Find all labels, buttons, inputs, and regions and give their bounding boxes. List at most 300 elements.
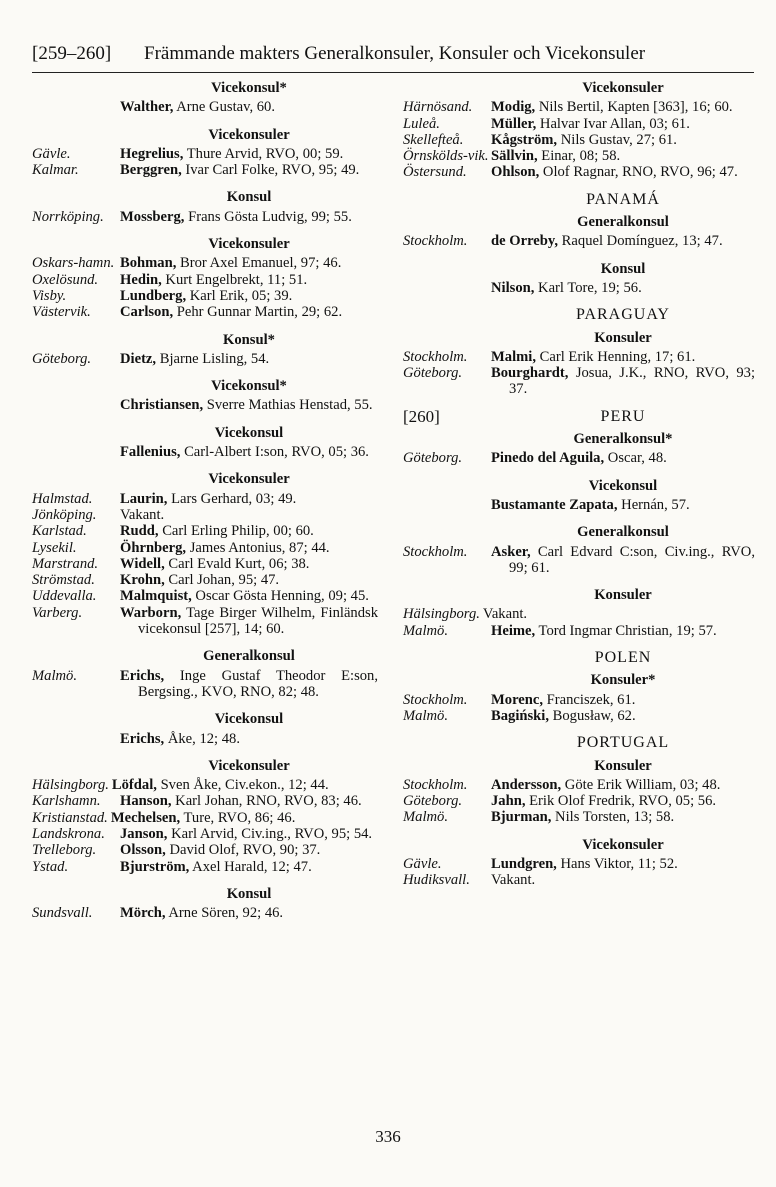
person-name: Modig, bbox=[491, 99, 536, 116]
entry-text bbox=[120, 491, 378, 507]
person-details: Raquel Domínguez, 13; 47. bbox=[558, 233, 723, 250]
place-name: Trelleborg. bbox=[32, 842, 97, 859]
place-name: Härnösand. bbox=[403, 99, 473, 116]
section-heading: Konsul bbox=[226, 885, 272, 902]
person-details: Carl Erik Henning, 17; 61. bbox=[536, 348, 696, 365]
entry-text bbox=[120, 668, 378, 701]
person-details: Oscar Gösta Henning, 09; 45. bbox=[191, 588, 369, 605]
entry-text bbox=[491, 856, 755, 872]
place-name: Ystad. bbox=[32, 858, 69, 875]
place-name: Malmö. bbox=[32, 667, 77, 684]
section-heading: Vicekonsuler bbox=[208, 471, 290, 488]
entry-text bbox=[120, 99, 378, 115]
place-name bbox=[403, 497, 491, 513]
place-name bbox=[403, 280, 491, 296]
person-details: Erik Olof Fredrik, RVO, 05; 56. bbox=[525, 793, 717, 810]
place-name: Göteborg. bbox=[403, 450, 463, 467]
place-name bbox=[32, 99, 120, 115]
person-details: David Olof, RVO, 90; 37. bbox=[165, 842, 321, 859]
place-name: Jönköping. bbox=[32, 506, 97, 523]
entry-row bbox=[32, 540, 378, 556]
entry-row bbox=[32, 810, 378, 826]
entry-row bbox=[32, 99, 378, 115]
section-heading: Konsuler* bbox=[590, 672, 656, 689]
entry-text bbox=[491, 164, 755, 180]
section-block bbox=[403, 431, 755, 467]
entry-text bbox=[120, 304, 378, 320]
entry-row bbox=[32, 507, 378, 523]
place-name bbox=[32, 731, 120, 747]
person-details: Bjarne Lisling, 54. bbox=[156, 350, 270, 367]
place-name: Sundsvall. bbox=[32, 905, 93, 922]
person-details: Carl-Albert I:son, RVO, 05; 36. bbox=[180, 444, 369, 461]
person-name: Bohman, bbox=[120, 255, 177, 272]
country-heading: POLEN bbox=[594, 649, 652, 667]
place-name: Stockholm. bbox=[403, 543, 468, 560]
section-block bbox=[403, 261, 755, 297]
country-row bbox=[403, 192, 755, 208]
person-details: Carl Edvard C:son, Civ.ing., RVO, 99; 61. bbox=[509, 543, 755, 576]
person-details: James Antonius, 87; 44. bbox=[186, 539, 330, 556]
entry-row bbox=[32, 444, 378, 460]
entry-text bbox=[120, 444, 378, 460]
person-name: Janson, bbox=[120, 825, 168, 842]
person-details: Kurt Engelbrekt, 11; 51. bbox=[161, 271, 308, 288]
person-name: Christiansen, bbox=[120, 397, 204, 414]
person-details: Tage Birger Wilhelm, Finländsk vicekonsul [257], 14; 60. bbox=[138, 604, 378, 638]
entry-text bbox=[491, 809, 755, 825]
person-name: Mörch, bbox=[120, 905, 166, 922]
person-details: Thure Arvid, RVO, 00; 59. bbox=[183, 145, 344, 162]
running-header bbox=[32, 42, 754, 66]
entry-row bbox=[32, 255, 378, 271]
place-name: Visby. bbox=[32, 287, 67, 304]
entry-text bbox=[491, 708, 755, 724]
person-details: Carl Evald Kurt, 06; 38. bbox=[164, 555, 310, 572]
entry-text bbox=[120, 209, 378, 225]
place-name: Stockholm. bbox=[403, 233, 468, 250]
entry-text bbox=[491, 280, 755, 296]
place-name: Malmö. bbox=[403, 707, 448, 724]
entry-row bbox=[403, 497, 755, 513]
person-name: Mechelsen, bbox=[110, 809, 181, 826]
person-details: Ture, RVO, 86; 46. bbox=[180, 809, 296, 826]
person-details: Nils Gustav, 27; 61. bbox=[557, 131, 677, 148]
section-heading: Konsul bbox=[600, 260, 646, 277]
person-name: Lundberg, bbox=[120, 287, 187, 304]
entry-row bbox=[403, 708, 755, 724]
section-block bbox=[403, 672, 755, 724]
section-heading: Konsuler bbox=[594, 329, 652, 346]
person-details: Hans Viktor, 11; 52. bbox=[556, 855, 678, 872]
section-heading: Generalkonsul bbox=[577, 214, 669, 231]
person-name: Erichs, bbox=[120, 730, 165, 747]
entry-row bbox=[403, 777, 755, 793]
place-name: Kalmar. bbox=[32, 162, 79, 179]
person-name: Rudd, bbox=[120, 523, 159, 540]
person-name: Malmquist, bbox=[120, 588, 192, 605]
section-block bbox=[32, 886, 378, 922]
entry-row bbox=[403, 280, 755, 296]
person-details: Hernán, 57. bbox=[617, 496, 690, 513]
person-name: Bjurman, bbox=[491, 809, 552, 826]
entry-row bbox=[32, 668, 378, 701]
entry-text bbox=[483, 606, 755, 622]
entry-text bbox=[491, 497, 755, 513]
person-details: Axel Harald, 12; 47. bbox=[189, 858, 312, 875]
place-name: Västervik. bbox=[32, 304, 91, 321]
entry-row bbox=[403, 544, 755, 577]
entry-text bbox=[491, 692, 755, 708]
person-details: Pehr Gunnar Martin, 29; 62. bbox=[173, 304, 343, 321]
entry-row bbox=[32, 777, 378, 793]
place-name: Gävle. bbox=[403, 855, 442, 872]
entry-row bbox=[403, 365, 755, 398]
section-block bbox=[403, 524, 755, 576]
person-name: de Orreby, bbox=[491, 233, 559, 250]
place-name: Karlstad. bbox=[32, 523, 87, 540]
section-block bbox=[32, 332, 378, 368]
country-row bbox=[403, 650, 755, 666]
person-name: Pinedo del Aguila, bbox=[491, 450, 605, 467]
person-details: Olof Ragnar, RNO, RVO, 96; 47. bbox=[539, 164, 738, 181]
section-block bbox=[32, 425, 378, 461]
entry-text bbox=[120, 146, 378, 162]
person-name: Andersson, bbox=[491, 776, 562, 793]
entry-text bbox=[120, 793, 378, 809]
entry-row bbox=[32, 826, 378, 842]
place-name: Hälsingborg. bbox=[32, 777, 109, 794]
place-name: Kristianstad. bbox=[32, 809, 108, 826]
place-name: Strömstad. bbox=[32, 572, 95, 589]
person-name: Heime, bbox=[491, 622, 536, 639]
place-name: Oskars-hamn. bbox=[32, 255, 115, 272]
person-details: Carl Erling Philip, 00; 60. bbox=[158, 523, 314, 540]
place-name: Lysekil. bbox=[32, 539, 77, 556]
person-name: Dietz, bbox=[120, 350, 157, 367]
entry-row bbox=[32, 859, 378, 875]
person-name: Hanson, bbox=[120, 793, 172, 810]
country-row bbox=[403, 307, 755, 323]
entry-row bbox=[32, 304, 378, 320]
entry-text bbox=[491, 623, 755, 639]
entry-row bbox=[32, 491, 378, 507]
section-heading: Vicekonsuler bbox=[208, 757, 290, 774]
person-name: Carlson, bbox=[120, 304, 174, 321]
section-heading: Konsuler bbox=[594, 587, 652, 604]
place-name: Landskrona. bbox=[32, 825, 105, 842]
person-name: Bourghardt, bbox=[491, 365, 569, 382]
entry-text bbox=[120, 556, 378, 572]
entry-row bbox=[403, 809, 755, 825]
entry-row bbox=[403, 623, 755, 639]
place-name: Stockholm. bbox=[403, 348, 468, 365]
section-block bbox=[32, 758, 378, 875]
section-block bbox=[32, 471, 378, 637]
entry-row bbox=[32, 605, 378, 638]
person-name: Krohn, bbox=[120, 572, 165, 589]
country-heading: PARAGUAY bbox=[576, 306, 670, 324]
place-name bbox=[32, 397, 120, 413]
entry-row bbox=[403, 148, 755, 164]
place-name: Karlshamn. bbox=[32, 793, 101, 810]
entry-text bbox=[120, 588, 378, 604]
page-range: [259–260] bbox=[32, 43, 112, 64]
entry-row bbox=[32, 842, 378, 858]
person-name: Widell, bbox=[120, 555, 165, 572]
entry-text bbox=[120, 397, 378, 413]
country-heading: PORTUGAL bbox=[576, 734, 670, 752]
section-heading: Vicekonsuler bbox=[582, 80, 664, 96]
section-heading: Vicekonsuler bbox=[208, 236, 290, 253]
section-block bbox=[403, 478, 755, 514]
right-column bbox=[403, 80, 755, 900]
entry-row bbox=[32, 793, 378, 809]
entry-row bbox=[403, 99, 755, 115]
entry-text bbox=[120, 162, 378, 178]
country-row bbox=[403, 406, 755, 426]
entry-row bbox=[32, 556, 378, 572]
section-block bbox=[32, 236, 378, 320]
place-name: Örnskölds-vik. bbox=[403, 148, 489, 165]
person-details: Sverre Mathias Henstad, 55. bbox=[203, 397, 373, 414]
entry-text bbox=[120, 351, 378, 367]
person-name: Olsson, bbox=[120, 842, 166, 859]
entry-row bbox=[403, 164, 755, 180]
header-rule bbox=[32, 72, 754, 73]
entry-row bbox=[32, 731, 378, 747]
entry-row bbox=[403, 233, 755, 249]
section-heading: Vicekonsul* bbox=[211, 80, 287, 96]
entry-text bbox=[120, 826, 378, 842]
person-details: Arne Sören, 92; 46. bbox=[165, 905, 284, 922]
entry-text bbox=[120, 272, 378, 288]
person-name: Berggren, bbox=[120, 162, 182, 179]
entry-text bbox=[120, 842, 378, 858]
place-name: Oxelösund. bbox=[32, 271, 99, 288]
entry-text bbox=[120, 605, 378, 638]
person-name: Lundgren, bbox=[491, 855, 557, 872]
person-details: Inge Gustaf Theodor E:son, Bergsing., KVO, RNO, 82; 48. bbox=[138, 667, 378, 700]
entry-text bbox=[491, 872, 755, 888]
entry-row bbox=[32, 162, 378, 178]
person-name: Mossberg, bbox=[120, 208, 185, 225]
person-name: Morenc, bbox=[491, 691, 544, 708]
person-details: Einar, 08; 58. bbox=[537, 148, 621, 165]
entry-row bbox=[403, 116, 755, 132]
person-name: Müller, bbox=[491, 115, 537, 132]
entry-text bbox=[491, 544, 755, 577]
entry-text bbox=[120, 507, 378, 523]
person-details: Frans Gösta Ludvig, 99; 55. bbox=[184, 208, 352, 225]
entry-row bbox=[403, 856, 755, 872]
section-block bbox=[32, 378, 378, 414]
person-name: Fallenius, bbox=[120, 444, 181, 461]
person-details: Bror Axel Emanuel, 97; 46. bbox=[176, 255, 342, 272]
entry-text bbox=[491, 450, 755, 466]
place-name: Uddevalla. bbox=[32, 588, 97, 605]
section-heading: Vicekonsul bbox=[588, 477, 658, 494]
place-name: Göteborg. bbox=[403, 365, 463, 382]
section-block bbox=[32, 711, 378, 747]
place-name: Malmö. bbox=[403, 622, 448, 639]
place-name: Stockholm. bbox=[403, 691, 468, 708]
entry-text bbox=[491, 132, 755, 148]
place-name: Göteborg. bbox=[32, 350, 92, 367]
entry-row bbox=[403, 872, 755, 888]
section-block bbox=[403, 214, 755, 250]
entry-row bbox=[403, 132, 755, 148]
person-details: Karl Erik, 05; 39. bbox=[186, 287, 293, 304]
entry-row bbox=[403, 450, 755, 466]
entry-row bbox=[32, 523, 378, 539]
entry-row bbox=[32, 272, 378, 288]
person-details: Karl Tore, 19; 56. bbox=[534, 279, 642, 296]
place-name bbox=[32, 444, 120, 460]
entry-text bbox=[120, 859, 378, 875]
entry-row bbox=[403, 793, 755, 809]
entry-row bbox=[32, 397, 378, 413]
country-row bbox=[403, 735, 755, 751]
section-heading: Konsul bbox=[226, 189, 272, 206]
place-name: Malmö. bbox=[403, 809, 448, 826]
section-heading: Vicekonsul bbox=[214, 424, 284, 441]
place-name: Hälsingborg. bbox=[403, 606, 480, 623]
person-name: Kågström, bbox=[491, 131, 558, 148]
section-block bbox=[32, 127, 378, 179]
page-title: Främmande makters Generalkonsuler, Konsuler och Vicekonsuler bbox=[144, 43, 646, 64]
person-name: Ohlson, bbox=[491, 164, 540, 181]
section-block bbox=[32, 80, 378, 116]
section-heading: Generalkonsul bbox=[577, 524, 669, 541]
section-block bbox=[32, 189, 378, 225]
person-name: Öhrnberg, bbox=[120, 539, 187, 556]
person-name: Sällvin, bbox=[491, 148, 538, 165]
person-name: Löfdal, bbox=[111, 777, 157, 794]
entry-text bbox=[112, 777, 378, 793]
entry-row bbox=[403, 692, 755, 708]
country-heading: PERU bbox=[600, 407, 646, 425]
person-details: Nils Torsten, 13; 58. bbox=[551, 809, 675, 826]
place-name: Göteborg. bbox=[403, 793, 463, 810]
entry-text bbox=[491, 148, 755, 164]
entry-text bbox=[120, 523, 378, 539]
place-name: Gävle. bbox=[32, 145, 71, 162]
place-name: Skellefteå. bbox=[403, 131, 464, 148]
person-name: Warborn, bbox=[120, 604, 182, 621]
person-details: Lars Gerhard, 03; 49. bbox=[167, 490, 297, 507]
person-details: Vakant. bbox=[491, 872, 536, 889]
entry-text bbox=[120, 572, 378, 588]
entry-row bbox=[32, 288, 378, 304]
person-details: Franciszek, 61. bbox=[543, 691, 636, 708]
person-details: Halvar Ivar Allan, 03; 61. bbox=[536, 115, 690, 132]
place-name: Norrköping. bbox=[32, 208, 104, 225]
entry-text bbox=[491, 365, 755, 398]
section-heading: Konsul* bbox=[223, 331, 275, 348]
person-name: Walther, bbox=[120, 99, 174, 116]
entry-row bbox=[403, 349, 755, 365]
place-name: Östersund. bbox=[403, 164, 467, 181]
person-details: Vakant. bbox=[120, 506, 165, 523]
place-name: Varberg. bbox=[32, 604, 83, 621]
section-heading: Vicekonsuler bbox=[582, 836, 664, 853]
entry-text bbox=[111, 810, 378, 826]
section-block bbox=[403, 837, 755, 889]
person-details: Carl Johan, 95; 47. bbox=[164, 572, 280, 589]
person-details: Sven Åke, Civ.ekon., 12; 44. bbox=[156, 777, 329, 794]
person-name: Asker, bbox=[491, 543, 531, 560]
entry-row bbox=[32, 209, 378, 225]
person-details: Tord Ingmar Christian, 19; 57. bbox=[535, 622, 717, 639]
section-block bbox=[403, 330, 755, 398]
section-number: [260] bbox=[403, 406, 440, 426]
person-name: Hedin, bbox=[120, 271, 162, 288]
person-details: Vakant. bbox=[482, 606, 528, 623]
entry-row bbox=[32, 146, 378, 162]
entry-text bbox=[491, 349, 755, 365]
place-name: Stockholm. bbox=[403, 776, 468, 793]
person-details: Karl Johan, RNO, RVO, 83; 46. bbox=[171, 793, 362, 810]
section-heading: Konsuler bbox=[594, 757, 652, 774]
person-details: Bogusław, 62. bbox=[549, 707, 636, 724]
left-column bbox=[32, 80, 378, 932]
entry-text bbox=[491, 793, 755, 809]
person-details: Ivar Carl Folke, RVO, 95; 49. bbox=[181, 162, 360, 179]
entry-row bbox=[403, 606, 755, 622]
person-name: Bustamante Zapata, bbox=[491, 496, 618, 513]
entry-text bbox=[491, 777, 755, 793]
person-name: Malmi, bbox=[491, 348, 536, 365]
person-details: Josua, J.K., RNO, RVO, 93; 37. bbox=[509, 365, 755, 398]
person-details: Oscar, 48. bbox=[604, 450, 667, 467]
entry-text bbox=[491, 116, 755, 132]
section-heading: Vicekonsul bbox=[214, 711, 284, 728]
person-name: Bjurström, bbox=[120, 858, 190, 875]
person-name: Jahn, bbox=[491, 793, 526, 810]
person-name: Hegrelius, bbox=[120, 145, 184, 162]
page-number: 336 bbox=[375, 1127, 401, 1146]
section-heading: Generalkonsul bbox=[203, 648, 295, 665]
person-details: Arne Gustav, 60. bbox=[173, 99, 275, 116]
section-block bbox=[32, 648, 378, 700]
person-name: Bagiński, bbox=[491, 707, 549, 724]
place-name: Marstrand. bbox=[32, 555, 99, 572]
person-details: Åke, 12; 48. bbox=[164, 730, 240, 747]
person-details: Göte Erik William, 03; 48. bbox=[561, 776, 721, 793]
entry-row bbox=[32, 351, 378, 367]
section-heading: Generalkonsul* bbox=[573, 431, 673, 448]
entry-text bbox=[120, 731, 378, 747]
country-heading: PANAMÁ bbox=[586, 190, 660, 208]
person-details: Karl Arvid, Civ.ing., RVO, 95; 54. bbox=[167, 825, 373, 842]
entry-text bbox=[491, 99, 755, 115]
entry-row bbox=[32, 572, 378, 588]
section-heading: Vicekonsul* bbox=[211, 378, 287, 395]
section-block bbox=[403, 758, 755, 826]
place-name: Halmstad. bbox=[32, 490, 93, 507]
section-block bbox=[403, 80, 755, 181]
person-name: Nilson, bbox=[491, 279, 535, 296]
entry-text bbox=[120, 288, 378, 304]
person-name: Erichs, bbox=[120, 667, 165, 684]
entry-text bbox=[120, 255, 378, 271]
person-name: Laurin, bbox=[120, 490, 168, 507]
entry-row bbox=[32, 588, 378, 604]
section-heading: Vicekonsuler bbox=[208, 126, 290, 143]
place-name: Hudiksvall. bbox=[403, 872, 470, 889]
entry-row bbox=[32, 905, 378, 921]
